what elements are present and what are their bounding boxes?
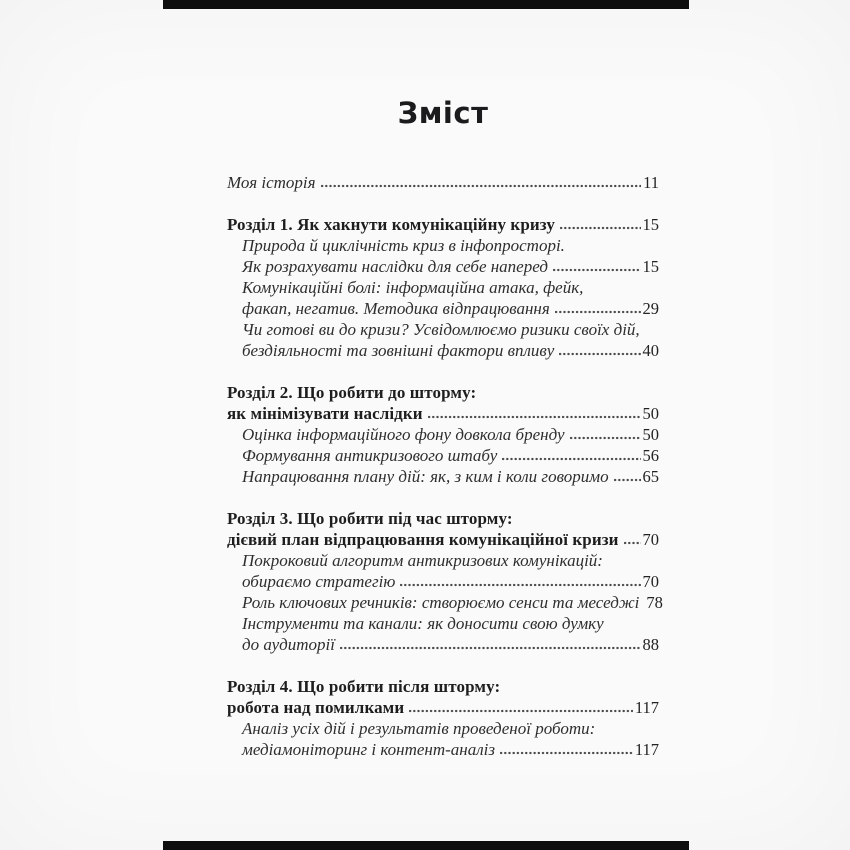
- toc-line: [227, 718, 659, 739]
- dotted-leader: [555, 309, 641, 315]
- toc-entry-text: Розділ 4. Що робити після шторму:: [227, 677, 501, 696]
- toc-entry-text: Природа й циклічність криз в інфопросторі.: [242, 236, 565, 255]
- toc-line: [227, 739, 659, 760]
- toc-line: [227, 466, 659, 487]
- toc-entry-text: Покроковий алгоритм антикризових комунікацій:: [242, 551, 603, 570]
- toc-line: [227, 445, 659, 466]
- toc-entry-text: Роль ключових речників: створюємо сенси та меседжі: [242, 593, 640, 612]
- dotted-leader: [321, 183, 642, 189]
- toc-page-number: 65: [642, 467, 659, 486]
- toc-line: [227, 235, 659, 256]
- toc-entry-text: Аналіз усіх дій і результатів проведеної роботи:: [242, 719, 596, 738]
- toc-line: [227, 529, 659, 550]
- toc-entry-text: Комунікаційні болі: інформаційна атака, фейк,: [242, 278, 584, 297]
- table-of-contents: [227, 172, 663, 760]
- dotted-leader: [560, 225, 641, 231]
- dotted-leader: [502, 456, 640, 462]
- toc-line: [227, 277, 659, 298]
- toc-page-number: 15: [642, 215, 659, 234]
- toc-page-number: 56: [642, 446, 659, 465]
- toc-entry-text: Моя історія: [227, 173, 316, 192]
- toc-line: [227, 592, 663, 613]
- toc-line: [227, 172, 659, 193]
- dotted-leader: [428, 414, 641, 420]
- toc-page-number: 50: [642, 425, 659, 444]
- toc-line: [227, 634, 659, 655]
- dotted-leader: [500, 750, 633, 756]
- dotted-leader: [409, 708, 633, 714]
- toc-entry-text: як мінімізувати наслідки: [227, 404, 423, 423]
- toc-line: [227, 424, 659, 445]
- toc-line: [227, 382, 659, 403]
- toc-line: [227, 613, 659, 634]
- dotted-leader: [553, 267, 641, 273]
- toc-entry-text: Формування антикризового штабу: [242, 446, 498, 465]
- toc-page-number: 11: [643, 173, 659, 192]
- toc-line: [227, 508, 659, 529]
- toc-line: [227, 697, 659, 718]
- toc-entry-text: Інструменти та канали: як доносити свою думку: [242, 614, 604, 633]
- dotted-leader: [400, 582, 640, 588]
- toc-page-number: 78: [646, 593, 663, 612]
- toc-page-number: 117: [634, 698, 659, 717]
- dotted-leader: [340, 645, 641, 651]
- page-title: Зміст: [397, 96, 489, 130]
- toc-entry-text: медіамоніторинг і контент-аналіз: [242, 740, 495, 759]
- toc-entry-text: робота над помилками: [227, 698, 405, 717]
- toc-page-number: 40: [642, 341, 659, 360]
- toc-entry-text: Чи готові ви до кризи? Усвідомлюємо ризики своїх дій,: [242, 320, 640, 339]
- toc-line: [227, 571, 659, 592]
- toc-line: [227, 319, 659, 340]
- toc-page-number: 15: [642, 257, 659, 276]
- toc-line: [227, 214, 659, 235]
- toc-entry-text: Розділ 1. Як хакнути комунікаційну кризу: [227, 215, 555, 234]
- dotted-leader: [570, 435, 641, 441]
- toc-line: [227, 298, 659, 319]
- toc-line: [227, 340, 659, 361]
- toc-entry-text: Розділ 2. Що робити до шторму:: [227, 383, 477, 402]
- toc-page-number: 50: [642, 404, 659, 423]
- dotted-leader: [624, 540, 641, 546]
- toc-line: [227, 676, 659, 697]
- toc-entry-text: дієвий план відпрацювання комунікаційної кризи: [227, 530, 619, 549]
- toc-entry-text: Як розрахувати наслідки для себе наперед: [242, 257, 548, 276]
- toc-entry-text: Напрацювання плану дій: як, з ким і коли говоримо: [242, 467, 609, 486]
- toc-page-number: 70: [642, 572, 659, 591]
- toc-page-number: 117: [634, 740, 659, 759]
- letterbox-bar-bottom: [163, 841, 689, 850]
- toc-page-number: 29: [642, 299, 659, 318]
- dotted-leader: [614, 477, 641, 483]
- letterbox-bar-top: [163, 0, 689, 9]
- toc-line: [227, 550, 659, 571]
- toc-entry-text: Розділ 3. Що робити під час шторму:: [227, 509, 513, 528]
- toc-page-number: 70: [642, 530, 659, 549]
- toc-entry-text: обираємо стратегію: [242, 572, 396, 591]
- toc-line: [227, 403, 659, 424]
- dotted-leader: [559, 351, 640, 357]
- toc-line: [227, 256, 659, 277]
- toc-entry-text: до аудиторії: [242, 635, 335, 654]
- toc-entry-text: факап, негатив. Методика відпрацювання: [242, 299, 550, 318]
- toc-entry-text: бездіяльності та зовнішні фактори впливу: [242, 341, 555, 360]
- toc-entry-text: Оцінка інформаційного фону довкола бренду: [242, 425, 565, 444]
- toc-page-number: 88: [642, 635, 659, 654]
